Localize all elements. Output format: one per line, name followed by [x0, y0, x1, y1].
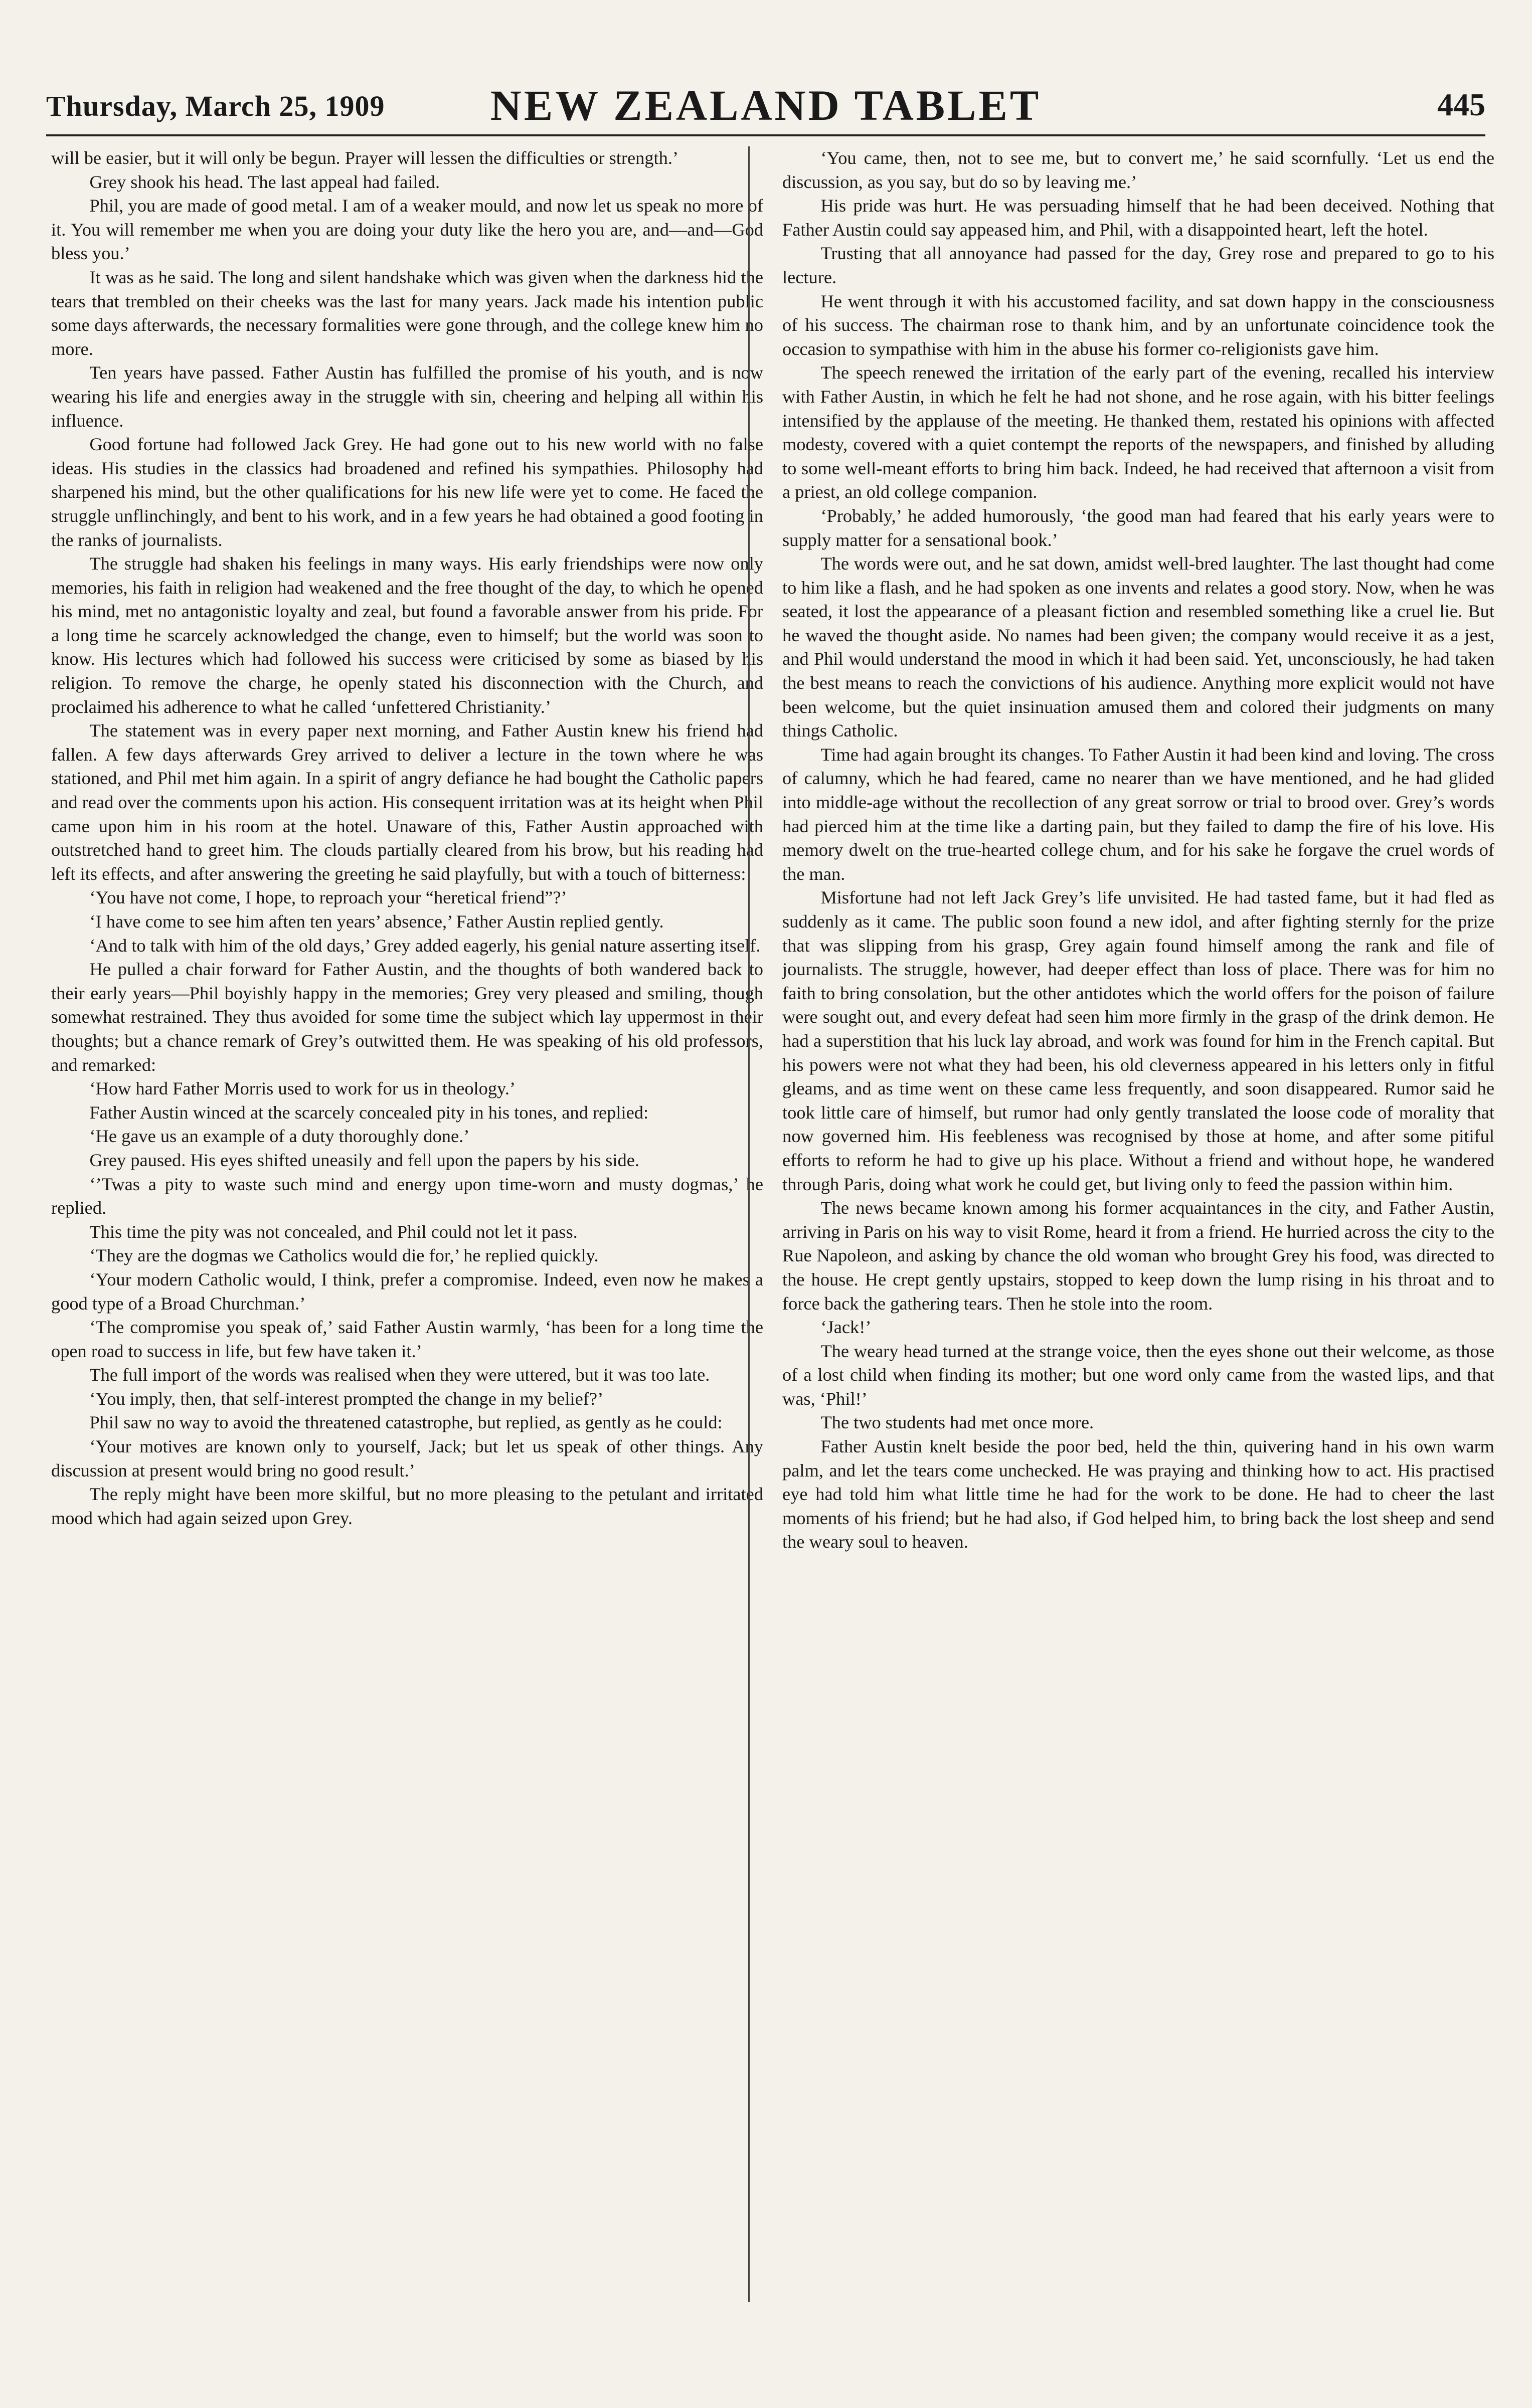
paragraph: Grey paused. His eyes shifted uneasily and fell upon the papers by his side.	[89, 1150, 639, 1170]
paragraph: The statement was in every paper next morning, and Father Austin knew his friend had fallen. A few days afterwards Grey arrived to deliver a lecture in the town where he was stationed, and Phil met him again. In a spirit of angry defiance he had bought the Catholic papers and read over the comments upon his action. His consequent irritation was at its height when Phil came upon him in his room at the hotel. Unaware of this, Father Austin approached with outstretched hand to greet him. The clouds partially cleared from his brow, but his reading had left its effects, and after answering the greeting he said playfully, but with a touch of bitterness:	[51, 720, 763, 884]
page-number: 445	[1437, 87, 1485, 122]
issue-date: Thursday, March 25, 1909	[46, 90, 385, 122]
right-column	[782, 146, 1494, 1554]
paragraph: ‘The compromise you speak of,’ said Father Austin warmly, ‘has been for a long time the open road to success in life, but few have taken it.’	[51, 1317, 763, 1361]
paragraph: This time the pity was not concealed, and Phil could not let it pass.	[89, 1221, 578, 1242]
paragraph: Phil saw no way to avoid the threatened catastrophe, but replied, as gently as he could:	[89, 1412, 723, 1433]
paragraph: ‘He gave us an example of a duty thoroughly done.’	[89, 1126, 470, 1147]
column-divider	[748, 146, 750, 2302]
page-header	[46, 75, 1485, 130]
paragraph: ‘You imply, then, that self-interest prompted the change in my belief?’	[89, 1388, 604, 1409]
paragraph: He pulled a chair forward for Father Austin, and the thoughts of both wandered back to their early years—Phil boyishly happy in the memories; Grey very pleased and smiling, though somewhat restrained. They thus avoided for some time the subject which lay uppermost in their thoughts; but a chance remark of Grey’s outwitted them. He was speaking of his old professors, and remarked:	[51, 959, 763, 1075]
paragraph: ‘’Twas a pity to waste such mind and energy upon time-worn and musty dogmas,’ he replied.	[51, 1174, 763, 1218]
paragraph: will be easier, but it will only be begun. Prayer will lessen the difficulties or strength.’	[51, 148, 679, 168]
paragraph: ‘You have not come, I hope, to reproach your “heretical friend”?’	[89, 887, 567, 908]
paragraph: Ten years have passed. Father Austin has fulfilled the promise of his youth, and is now wearing his life and energies away in the struggle with sin, cheering and helping all within his influence.	[51, 362, 763, 431]
paragraph: ‘I have come to see him aften ten years’ absence,’ Father Austin replied gently.	[89, 911, 664, 932]
paragraph: Good fortune had followed Jack Grey. He had gone out to his new world with no false ideas. His studies in the classics had broadened and refined his sympathies. Philosophy had sharpened his mind, but the other qualifications for his new life were yet to come. He faced the struggle unflinchingly, and bent to his work, and in a few years he had obtained a good footing in the ranks of journalists.	[51, 434, 763, 550]
paragraph: ‘Probably,’ he added humorously, ‘the good man had feared that his early years were to supply matter for a sensational book.’	[782, 505, 1494, 550]
paragraph: His pride was hurt. He was persuading himself that he had been deceived. Nothing that Father Austin could say appeased him, and Phil, with a disappointed heart, left the hotel.	[782, 196, 1494, 240]
header-rule	[46, 134, 1485, 136]
paragraph: He went through it with his accustomed facility, and sat down happy in the consciousness of his success. The chairman rose to thank him, and by an unfortunate coincidence took the occasion to sympathise with him in the abuse his former co-religionists gave him.	[782, 291, 1494, 359]
paragraph: The struggle had shaken his feelings in many ways. His early friendships were now only memories, his faith in religion had weakened and the free thought of the day, to which he opened his mind, met no antagonistic loyalty and zeal, but found a favorable answer from his pride. For a long time he scarcely acknowledged the change, even to himself; but the world was soon to know. His lectures which had followed his success were criticised by some as biased by his religion. To remove the charge, he openly stated his disconnection with the Church, and proclaimed his adherence to what he called ‘unfettered Christianity.’	[51, 553, 763, 717]
paragraph: ‘Your motives are known only to yourself, Jack; but let us speak of other things. Any discussion at present would bring no good result.’	[51, 1436, 763, 1480]
paragraph: Misfortune had not left Jack Grey’s life unvisited. He had tasted fame, but it had fled as suddenly as it came. The public soon found a new idol, and after fighting sternly for the prize that was slipping from his grasp, Grey again found himself among the rank and file of journalists. The struggle, however, had deeper effect than loss of place. There was for him no faith to bring consolation, but the other antidotes which the world offers for the poison of failure were sought out, and every defeat had seen him more firmly in the grasp of the drink demon. He had a superstition that his luck lay abroad, and work was found for him in the French capital. But his powers were not what they had been, his old cleverness appeared in his letters only in fitful gleams, and as time went on these came less frequently, and soon disappeared. Rumor said he took little care of himself, but rumor had only gently translated the loose code of morality that now governed him. His feebleness was recognised by those at home, and after some pitiful efforts to reform he had to give up his place. Without a friend and without hope, he wandered through Paris, doing what work he could get, but living only to feed the passion within him.	[782, 887, 1494, 1194]
left-column	[51, 146, 763, 1530]
paragraph: Time had again brought its changes. To Father Austin it had been kind and loving. The cross of calumny, which he had feared, came no nearer than we have mentioned, and he had glided into middle-age without the recollection of any great sorrow or trial to brood over. Grey’s words had pierced him at the time like a darting pain, but they failed to damp the fire of his love. His memory dwelt on the true-hearted college chum, and for his sake he forgave the cruel words of the man.	[782, 744, 1494, 884]
paragraph: It was as he said. The long and silent handshake which was given when the darkness hid the tears that trembled on their cheeks was the last for many years. Jack made his intention public some days afterwards, the necessary formalities were gone through, and the college knew him no more.	[51, 267, 763, 359]
paragraph: Father Austin winced at the scarcely concealed pity in his tones, and replied:	[89, 1102, 649, 1123]
paragraph: Trusting that all annoyance had passed for the day, Grey rose and prepared to go to his lecture.	[782, 243, 1494, 287]
paragraph: ‘How hard Father Morris used to work for us in theology.’	[89, 1078, 516, 1099]
paragraph: The words were out, and he sat down, amidst well-bred laughter. The last thought had come to him like a flash, and he had spoken as one invents and relates a good story. Now, when he was seated, it lost the appearance of a pleasant fiction and resembled something like a cruel lie. But he waved the thought aside. No names had been given; the company would receive it as a jest, and Phil would understand the mood in which it had been said. Yet, unconsciously, he had taken the best means to reach the convictions of his audience. Anything more explicit would not have been welcome, but the quiet insinuation amused them and colored their judgments on many things Catholic.	[782, 553, 1494, 741]
paragraph: The news became known among his former acquaintances in the city, and Father Austin, arriving in Paris on his way to visit Rome, heard it from a friend. He hurried across the city to the Rue Napoleon, and asking by chance the old woman who brought Grey his food, was directed to the house. He crept gently upstairs, stopped to keep down the lump rising in his throat and to force back the gathering tears. Then he stole into the room.	[782, 1198, 1494, 1314]
paragraph: The full import of the words was realised when they were uttered, but it was too late.	[89, 1365, 710, 1385]
paragraph: ‘Jack!’	[820, 1317, 872, 1338]
paragraph: The speech renewed the irritation of the early part of the evening, recalled his interview with Father Austin, in which he felt he had not shone, and he rose again, with his bitter feelings intensified by the applause of the meeting. He thanked them, restated his opinions with affected modesty, covered with a quiet contempt the reports of the newspapers, and finished by alluding to some well-meant efforts to bring him back. Indeed, he had received that afternoon a visit from a priest, an old college companion.	[782, 362, 1494, 502]
paragraph: ‘And to talk with him of the old days,’ Grey added eagerly, his genial nature asserting itself.	[89, 935, 761, 956]
paragraph: The weary head turned at the strange voice, then the eyes shone out their welcome, as those of a lost child when finding its mother; but one word only came from the wasted lips, and that was, ‘Phil!’	[782, 1341, 1494, 1409]
paragraph: ‘They are the dogmas we Catholics would die for,’ he replied quickly.	[89, 1245, 599, 1266]
paragraph: Phil, you are made of good metal. I am of a weaker mould, and now let us speak no more of it. You will remember me when you are doing your duty like the hero you are, and—and—God bless you.’	[51, 196, 763, 264]
paragraph: Father Austin knelt beside the poor bed, held the thin, quivering hand in his own warm palm, and let the tears come unchecked. He was praying and thinking how to act. His practised eye had told him what little time he had for the work to be done. He had to cheer the last moments of his friend; but he had also, if God helped him, to bring back the lost sheep and send the weary soul to heaven.	[782, 1436, 1494, 1552]
paragraph: The two students had met once more.	[820, 1412, 1094, 1433]
masthead-title: NEW ZEALAND TABLET	[490, 81, 1042, 129]
paragraph: ‘Your modern Catholic would, I think, prefer a compromise. Indeed, even now he makes a good type of a Broad Churchman.’	[51, 1269, 763, 1314]
paragraph: ‘You came, then, not to see me, but to convert me,’ he said scornfully. ‘Let us end the discussion, as you say, but do so by leaving me.’	[782, 148, 1494, 192]
paragraph: Grey shook his head. The last appeal had failed.	[89, 171, 440, 192]
paragraph: The reply might have been more skilful, but no more pleasing to the petulant and irritated mood which had again seized upon Grey.	[51, 1484, 763, 1528]
